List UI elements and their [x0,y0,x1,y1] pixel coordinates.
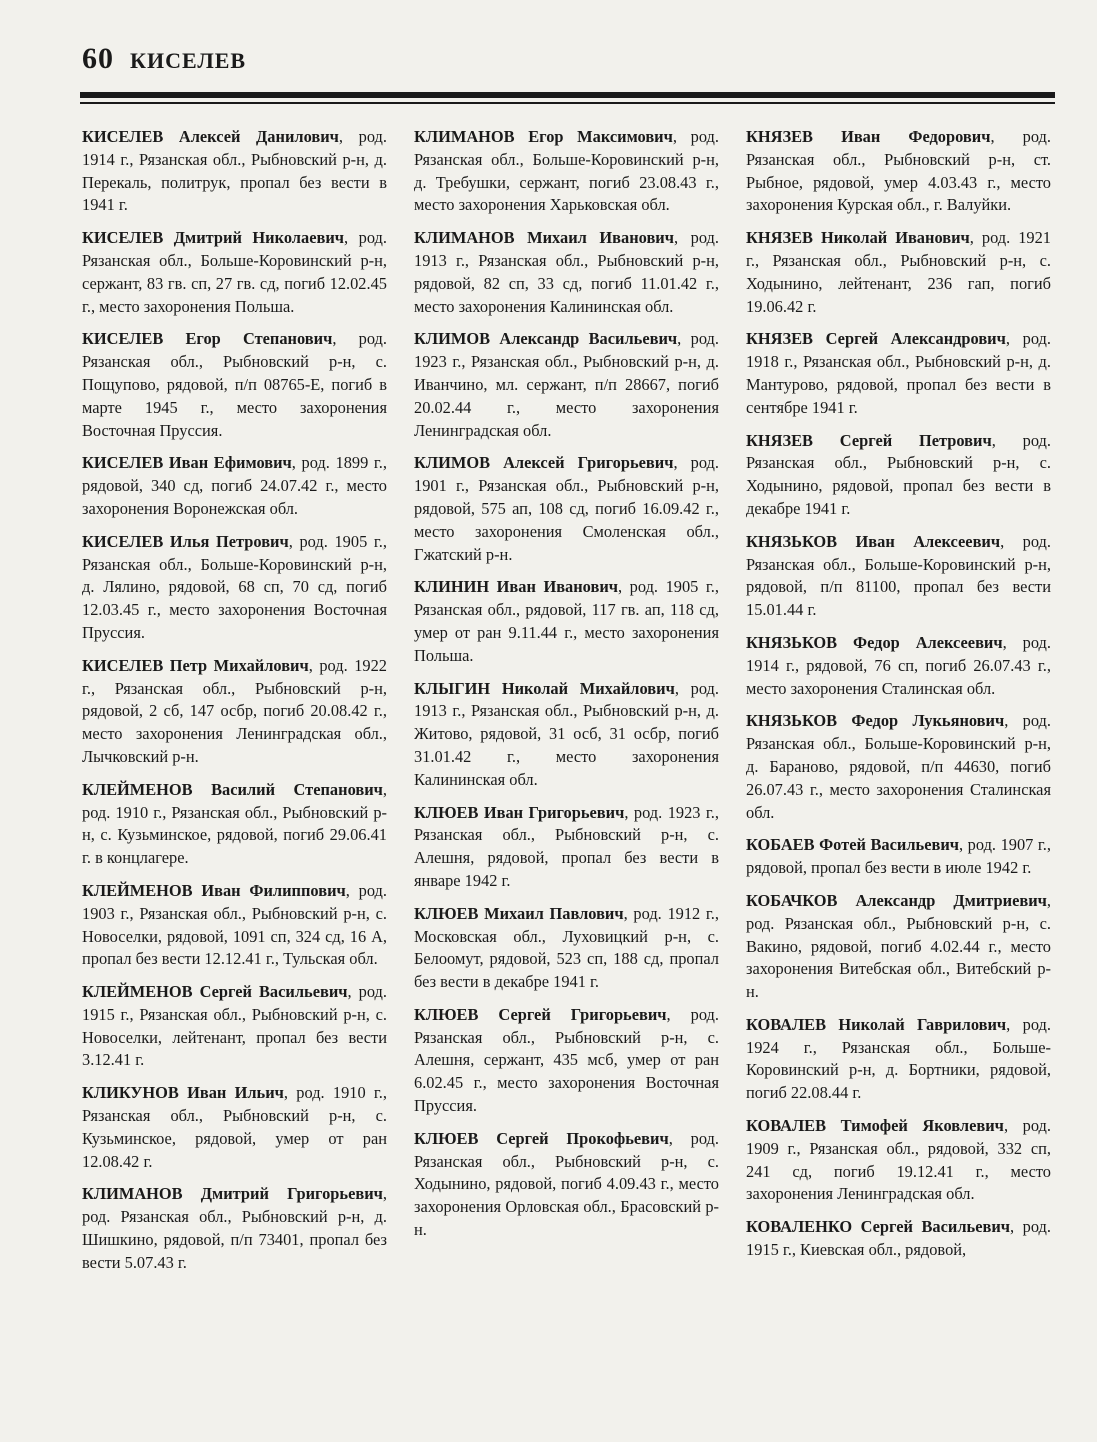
entry [746,227,1051,318]
entry-text: , род. 1918 г., Рязанская обл., Рыбновский р-н, д. Мантурово, рядовой, пропал без вести в сентябре 1941 г. [746,329,1051,417]
entry-text: , род. 1907 г., рядовой, пропал без вести в июле 1942 г. [746,835,1051,878]
entry-name: КЛИМАНОВ Михаил Иванович [414,228,674,248]
entry-name: КЛЮЕВ Иван Григорьевич [414,802,625,822]
entry-text: , род. 1923 г., Рязанская обл., Рыбновский р-н, с. Алешня, рядовой, пропал без вести в январе 1942 г. [414,802,719,890]
entry [82,779,387,870]
entry-text: , род. 1921 г., Рязанская обл., Рыбновский р-н, с. Ходынино, лейтенант, 236 гап, погиб 19.06.42 г. [746,228,1051,316]
entry-text: , род. 1922 г., Рязанская обл., Рыбновский р-н, рядовой, 2 сб, 147 осбр, погиб 20.08.42 г., место захоронения Ленинградская обл., Лычковский р-н. [82,655,387,766]
entry-text: , род. Рязанская обл., Больше-Коровинский р-н, рядовой, п/п 81100, пропал без вести 15.01.44 г. [746,531,1051,620]
entry-text: , род. 1899 г., рядовой, 340 сд, погиб 24.07.42 г., место захоронения Воронежская обл. [82,453,387,518]
entry-text: , род. 1905 г., Рязанская обл., Больше-Коровинский р-н, д. Лялино, рядовой, 68 сп, 70 сд, погиб 12.03.45 г., место захоронения Восточная Пруссия. [82,531,387,642]
entry-text: , род. Рязанская обл., Рыбновский р-н, с. Вакино, рядовой, погиб 4.02.44 г., место захоронения Витебская обл., Витебский р-н. [746,890,1051,1002]
entry [82,227,387,318]
entry-name: КОБАЕВ Фотей Васильевич [746,835,960,855]
entry [82,126,387,217]
page-number: 60 [82,42,114,75]
entry-name: КЛЫГИН Николай Михайлович [414,678,675,698]
entry [746,430,1051,521]
entry-name: КЛИМАНОВ Егор Максимович [414,127,673,146]
entry-name: КЛИКУНОВ Иван Ильич [82,1083,284,1103]
entry-name: КОВАЛЕВ Николай Гаврилович [746,1014,1007,1034]
entry-name: КИСЕЛЕВ Илья Петрович [82,531,289,551]
entry-name: КНЯЗЕВ Николай Иванович [746,228,970,248]
entry [746,1014,1051,1105]
entry-name: КНЯЗЕВ Сергей Александрович [746,329,1006,349]
entry-name: КИСЕЛЕВ Петр Михайлович [82,655,309,675]
entry-name: КИСЕЛЕВ Иван Ефимович [82,453,292,473]
entry-text: , род. Рязанская обл., Рыбновский р-н, д. Шишкино, рядовой, п/п 73401, пропал без вести 5.07.43 г. [82,1184,387,1272]
entry [746,328,1051,419]
entry-text: , род. Рязанская обл., Рыбновский р-н, с. Ходынино, рядовой, пропал без вести в декабре 1941 г. [746,430,1051,518]
entry [746,632,1051,700]
entry [746,531,1051,622]
entry-text: , род. Рязанская обл., Рыбновский р-н, с. Ходынино, рядовой, погиб 4.09.43 г., место захоронения Орловская обл., Брасовский р-н. [414,1128,719,1240]
entry [82,1082,387,1173]
entry-name: КИСЕЛЕВ Егор Степанович [82,329,333,349]
entry-text: , род. 1901 г., Рязанская обл., Рыбновский р-н, рядовой, 575 ап, 108 сд, погиб 16.09.42 г., место захоронения Смоленская обл., Гжатский р-н. [414,453,719,564]
entry [414,903,719,994]
entry [746,1115,1051,1206]
entry-text: , род. 1914 г., Рязанская обл., Рыбновский р-н, д. Перекаль, политрук, пропал без вести в 1941 г. [82,127,387,215]
entry [414,576,719,667]
entry-name: КЛЕЙМЕНОВ Василий Степанович [82,779,383,799]
column-2 [414,126,719,1426]
entry [414,328,719,442]
column-3 [746,126,1051,1426]
running-head: КИСЕЛЕВ [130,48,247,73]
entry [82,328,387,442]
entry-name: КНЯЗЕВ Иван Федорович [746,127,991,146]
entry [82,1183,387,1274]
entry [82,452,387,520]
entry-name: КОБАЧКОВ Александр Дмитриевич [746,890,1047,910]
entry [414,227,719,318]
entry [82,655,387,769]
entry-name: КЛЮЕВ Михаил Павлович [414,903,624,923]
entry [414,1004,719,1118]
entry [414,126,719,217]
entry [746,834,1051,880]
entry-text: , род. 1923 г., Рязанская обл., Рыбновский р-н, д. Иванчино, мл. сержант, п/п 28667, погиб 20.02.44 г., место захоронения Ленинградская обл. [414,329,719,440]
entry-name: КЛЕЙМЕНОВ Сергей Васильевич [82,982,348,1002]
entry-text: , род. 1924 г., Рязанская обл., Больше-Коровинский р-н, д. Бортники, рядовой, погиб 22.08.44 г. [746,1014,1051,1103]
entry-name: КЛЕЙМЕНОВ Иван Филиппович [82,880,346,900]
entry-text: , род. 1910 г., Рязанская обл., Рыбновский р-н, с. Кузьминское, рядовой, погиб 29.06.41 г. в концлагере. [82,779,387,868]
header-rule-thick [80,92,1055,98]
entry-name: КЛИНИН Иван Иванович [414,577,619,597]
entry [746,1216,1051,1262]
entry-text: , род. 1912 г., Московская обл., Луховицкий р-н, с. Белоомут, рядовой, 523 сп, 188 сд, пропал без вести в декабре 1941 г. [414,903,719,992]
entry-text: , род. Рязанская обл., Рыбновский р-н, с. Алешня, сержант, 435 мсб, умер от ран 6.02.45 г., место захоронения Восточная Пруссия. [414,1004,719,1116]
entry-name: КНЯЗЕВ Сергей Петрович [746,430,992,450]
entry-name: КНЯЗЬКОВ Иван Алексеевич [746,531,1001,551]
entry-name: КЛЮЕВ Сергей Прокофьевич [414,1128,669,1148]
entry [82,981,387,1072]
entry [82,531,387,645]
entry [414,678,719,792]
entry-name: КОВАЛЕНКО Сергей Васильевич [746,1217,1011,1237]
entry [414,1128,719,1242]
entry-text: , род. Рязанская обл., Больше-Коровинский р-н, сержант, 83 гв. сп, 27 гв. сд, погиб 12.02.45 г., место захоронения Польша. [82,228,387,316]
entries-columns [82,126,1053,1426]
entry-name: КЛИМОВ Александр Васильевич [414,329,678,349]
entry [746,890,1051,1004]
entry [414,802,719,893]
entry-name: КЛЮЕВ Сергей Григорьевич [414,1004,667,1024]
entry-name: КНЯЗЬКОВ Федор Алексеевич [746,632,1003,652]
entry-text: , род. Рязанская обл., Рыбновский р-н, с. Пощупово, рядовой, п/п 08765-Е, погиб в марте 1945 г., место захоронения Восточная Пруссия. [82,329,387,440]
entry-text: , род. 1905 г., Рязанская обл., рядовой, 117 гв. ап, 118 сд, умер от ран 9.11.44 г., место захоронения Польша. [414,577,719,665]
entry-text: , род. 1910 г., Рязанская обл., Рыбновский р-н, с. Кузьминское, рядовой, умер от ран 12.08.42 г. [82,1083,387,1171]
entry-text: , род. 1915 г., Рязанская обл., Рыбновский р-н, с. Новоселки, лейтенант, пропал без вести 3.12.41 г. [82,982,387,1070]
entry-text: , род. Рязанская обл., Больше-Коровинский р-н, д. Бараново, рядовой, п/п 44630, погиб 26.07.43 г., место захоронения Сталинская обл. [746,711,1051,822]
entry [82,880,387,971]
entry-text: , род. 1914 г., рядовой, 76 сп, погиб 26.07.43 г., место захоронения Сталинская обл. [746,632,1051,698]
entry-name: КИСЕЛЕВ Алексей Данилович [82,127,339,146]
header-rule-thin [80,102,1055,104]
entry-text: , род. 1913 г., Рязанская обл., Рыбновский р-н, рядовой, 82 сп, 33 сд, погиб 11.01.42 г., место захоронения Калининская обл. [414,228,719,316]
entry-text: , род. Рязанская обл., Рыбновский р-н, ст. Рыбное, рядовой, умер 4.03.43 г., место захоронения Курская обл., г. Валуйки. [746,127,1051,215]
entry-text: , род. 1915 г., Киевская обл., рядовой, [746,1217,1051,1260]
entry-text: , род. 1913 г., Рязанская обл., Рыбновский р-н, д. Житово, рядовой, 31 осб, 31 осбр, погиб 31.01.42 г., место захоронения Калининская обл. [414,678,719,789]
entry-name: КЛИМАНОВ Дмитрий Григорьевич [82,1184,383,1204]
entry-text: , род. 1903 г., Рязанская обл., Рыбновский р-н, с. Новоселки, рядовой, 1091 сп, 324 сд, 16 А, пропал без вести 12.12.41 г., Тульская обл. [82,880,387,969]
entry [746,710,1051,824]
column-1 [82,126,387,1426]
page-header [82,42,246,76]
entry-text: , род. Рязанская обл., Больше-Коровинский р-н, д. Требушки, сержант, погиб 23.08.43 г., место захоронения Харьковская обл. [414,127,719,215]
entry-name: КЛИМОВ Алексей Григорьевич [414,453,674,473]
entry-name: КНЯЗЬКОВ Федор Лукьянович [746,711,1005,731]
entry-name: КОВАЛЕВ Тимофей Яковлевич [746,1116,1004,1136]
entry [746,126,1051,217]
entry-name: КИСЕЛЕВ Дмитрий Николаевич [82,228,345,248]
entry [414,452,719,566]
entry-text: , род. 1909 г., Рязанская обл., рядовой, 332 сп, 241 сд, погиб 19.12.41 г., место захоронения Ленинградская обл. [746,1116,1051,1204]
